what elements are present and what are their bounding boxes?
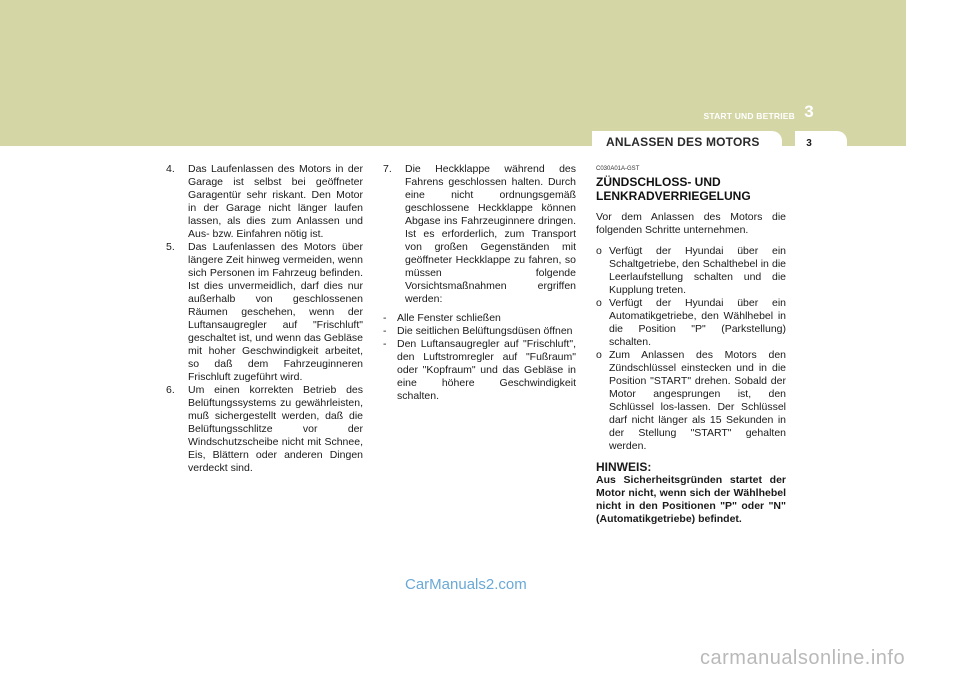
dash-item: - Die seitlichen Belüftungsdüsen öffnen: [383, 325, 573, 337]
header-band: [0, 36, 906, 146]
page-number: 3: [806, 138, 812, 149]
dash-item: - Alle Fenster schließen: [383, 312, 501, 324]
list-item: 5. Das Laufenlassen des Motors über längere Zeit hinweg vermeiden, wenn sich Personen im Fahrzeug befinden. Ist dies unvermeidlich, darf dies nur außerhalb von geschlossenen Räumen geschehen, wenn der Luftansaugregler auf "Frischluft" geschaltet ist, und wenn das Gebläse mit hoher Geschwindigkeit arbeitet, so daß dem Fahrzeuginneren Frischluft zugeführt wird.: [166, 241, 363, 383]
chapter-title: START UND BETRIEB: [703, 111, 795, 121]
column-3: [596, 165, 786, 526]
list-item: 4. Das Laufenlassen des Motors in der Garage ist selbst bei geöffneter Garagentür sehr riskant. Den Motor in der Garage nicht länger laufen lassen, als dies zum Anlassen und Aus- bzw. Einfahren nötig ist.: [166, 163, 363, 240]
section-code: C030A01A-GST: [596, 166, 640, 172]
note-heading: HINWEIS:: [596, 460, 652, 474]
bullet-item: o Zum Anlassen des Motors den Zündschlüssel einstecken und in die Position "START" drehen. Sobald der Motor angesprungen ist, den Schlüssel los-lassen. Der Schlüssel darf nicht länger als 15 Sekunden in der Stellung "START" gehalten werden.: [596, 349, 786, 452]
top-color-band: [0, 0, 906, 36]
chapter-number: 3: [804, 102, 814, 121]
list-item: 7. Die Heckklappe während des Fahrens geschlossen halten. Durch eine nicht ordnungsgemäß geschlossene Heckklappe können Abgase ins Fahrzeuginnere dringen. Ist es erforderlich, zum Transport von großen Gegenständen mit geöffneter Heckklappe zu fahren, so müssen folgende Vorsichtsmaßnahmen ergriffen werden:: [383, 163, 576, 305]
intro-paragraph: Vor dem Anlassen des Motors die folgenden Schritte unternehmen.: [596, 211, 786, 236]
column-2: [383, 163, 576, 403]
section-tab-label: ANLASSEN DES MOTORS: [606, 135, 760, 149]
list-item: 6. Um einen korrekten Betrieb des Belüftungssystems zu gewährleisten, muß sichergestellt werden, daß die Belüftungsschlitze vor der Windschutzscheibe nicht mit Schnee, Eis, Blättern oder anderen Dingen verdeckt sind.: [166, 384, 363, 474]
bullet-item: o Verfügt der Hyundai über ein Schaltgetriebe, den Schalthebel in die Leerlaufstellung schalten und die Kupplung treten.: [596, 245, 786, 296]
note-text: Aus Sicherheitsgründen startet der Motor nicht, wenn sich der Wählhebel nicht in den Positionen "P" oder "N" (Automatikgetriebe) befindet.: [596, 474, 786, 525]
column-1: [166, 163, 363, 475]
watermark-right: carmanualsonline.info: [700, 647, 906, 669]
bullet-item: o Verfügt der Hyundai über ein Automatikgetriebe, den Wählhebel in die Position "P" (Parkstellung) schalten.: [596, 297, 786, 348]
section-heading: ZÜNDSCHLOSS- UND LENKRADVERRIEGELUNG: [596, 175, 751, 203]
dash-item: - Den Luftansaugregler auf "Frischluft", den Luftstromregler auf "Fußraum" oder "Kopfraum" und das Gebläse in eine höhere Geschwindigkeit schalten.: [383, 338, 576, 402]
watermark-left: CarManuals2.com: [405, 576, 527, 593]
